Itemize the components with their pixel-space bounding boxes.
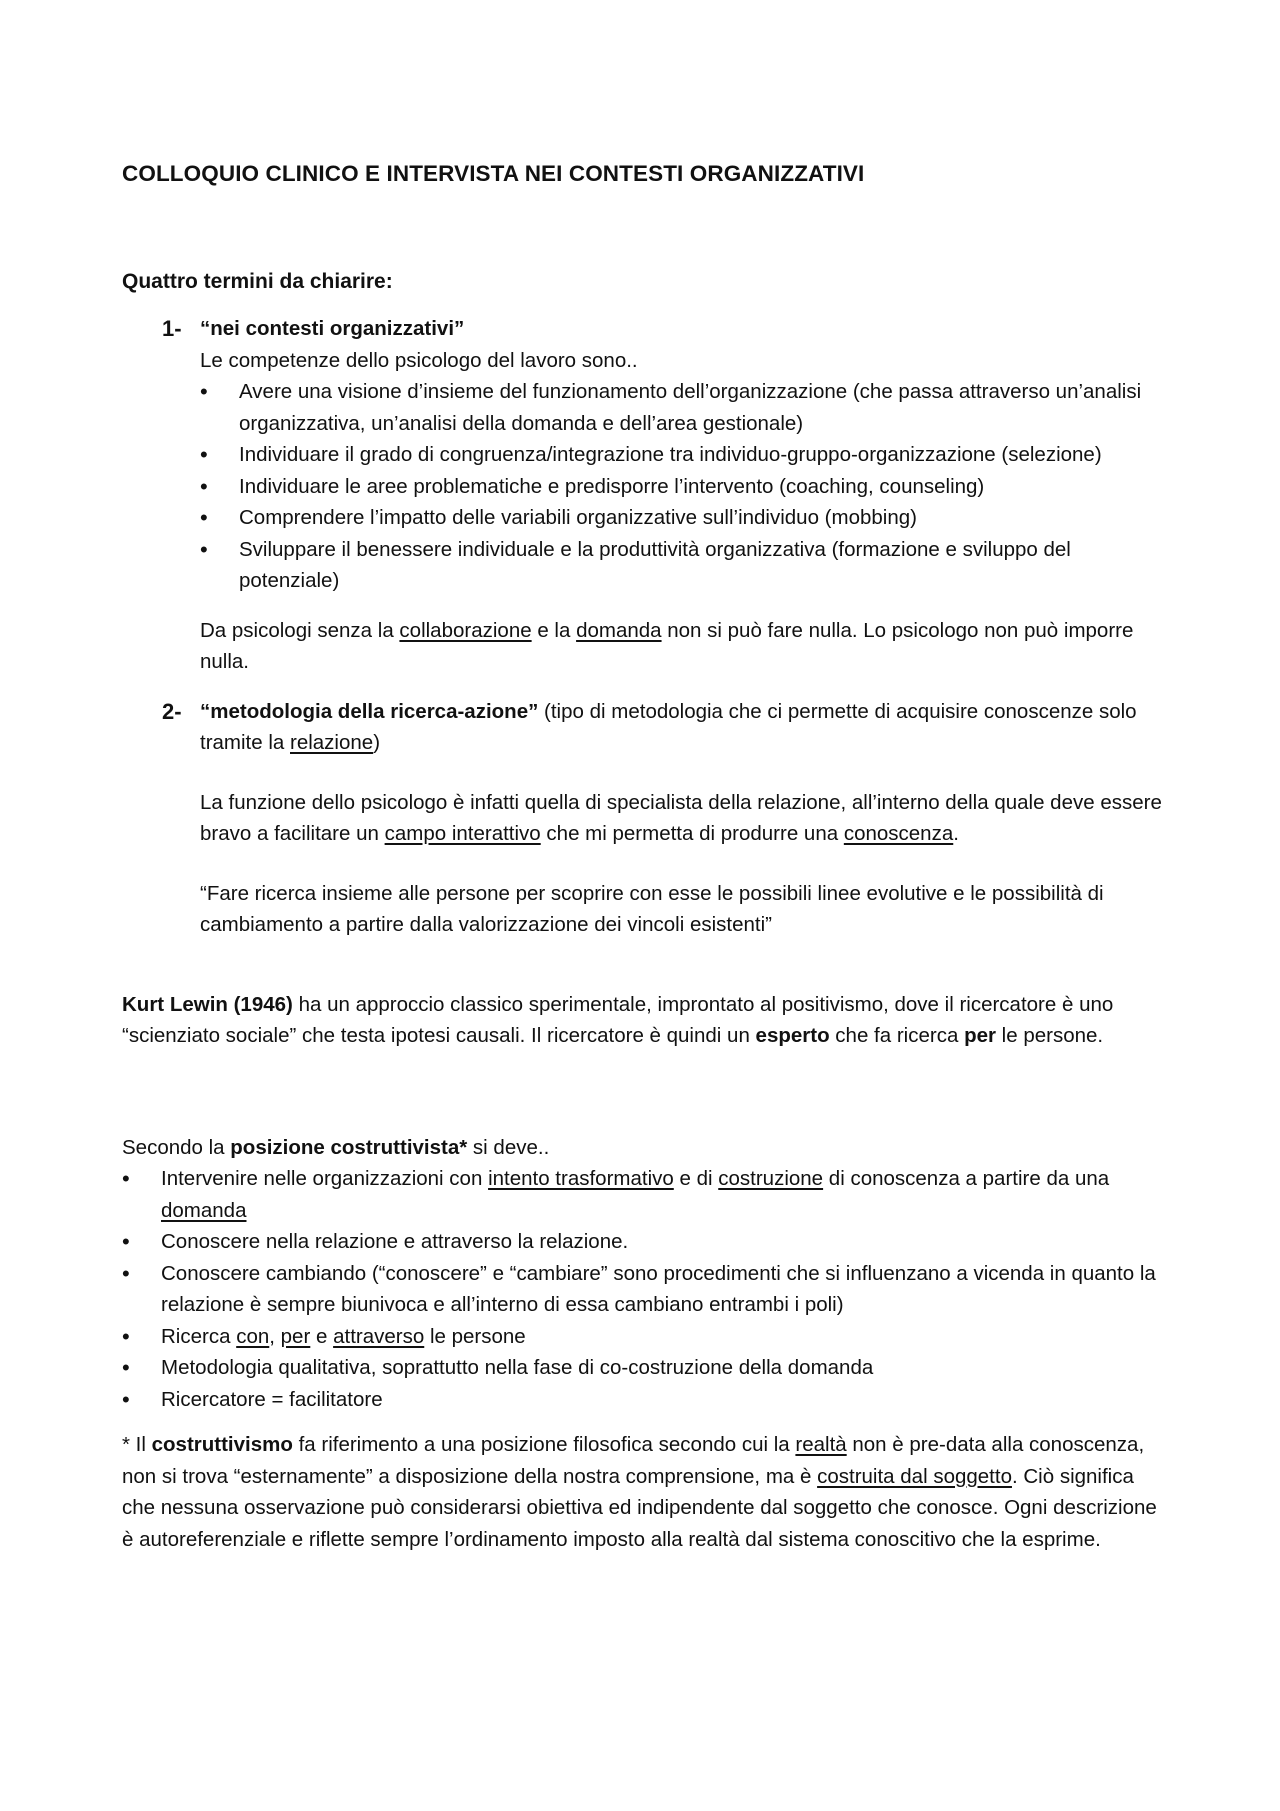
- list-item: • Conoscere nella relazione e attraverso la relazione.: [122, 1226, 1170, 1258]
- section-subtitle: Quattro termini da chiarire:: [122, 269, 393, 293]
- list-item: • Avere una visione d’insieme del funzionamento dell’organizzazione (che passa attraverso un’analisi organizzativa, un’analisi della domanda e dell’area gestionale): [200, 376, 1170, 439]
- list-item: • Intervenire nelle organizzazioni con intento trasformativo e di costruzione di conoscenza a partire da una domanda: [122, 1163, 1170, 1226]
- list-item: • Comprendere l’impatto delle variabili organizzative sull’individuo (mobbing): [200, 502, 1170, 534]
- item-intro: Le competenze dello psicologo del lavoro sono..: [200, 348, 638, 372]
- footnote: * Il costruttivismo fa riferimento a una posizione filosofica secondo cui la realtà non è pre-data alla conoscenza, non si trova “esternamente” a disposizione della nostra comprensione, ma è costruita dal soggetto. Ciò significa che nessuna osservazione può considerarsi obiettiva ed indipendente dal soggetto che conosce. Ogni descrizione è autoreferenziale e riflette sempre l’ordinamento imposto alla realtà dal sistema conoscitivo che la esprime.: [122, 1433, 1157, 1551]
- document-title: COLLOQUIO CLINICO E INTERVISTA NEI CONTESTI ORGANIZZATIVI: [122, 161, 865, 186]
- numbered-item-1: [122, 313, 1170, 678]
- constructivist-intro: Secondo la posizione costruttivista* si deve..: [122, 1135, 550, 1159]
- item-number: 1-: [162, 316, 182, 341]
- list-item: • Ricercatore = facilitatore: [122, 1384, 1170, 1416]
- competences-list: [200, 376, 1170, 597]
- item-heading-line: “metodologia della ricerca-azione” (tipo di metodologia che ci permette di acquisire conoscenze solo tramite la relazione): [200, 699, 1137, 754]
- list-item: • Individuare il grado di congruenza/integrazione tra individuo-gruppo-organizzazione (selezione): [200, 439, 1170, 471]
- list-item: • Metodologia qualitativa, soprattutto nella fase di co-costruzione della domanda: [122, 1352, 1170, 1384]
- item-note: Da psicologi senza la collaborazione e la domanda non si può fare nulla. Lo psicologo non può imporre nulla.: [200, 618, 1134, 673]
- list-item: • Individuare le aree problematiche e predisporre l’intervento (coaching, counseling): [200, 471, 1170, 503]
- item-number: 2-: [162, 698, 182, 724]
- list-item: • Conoscere cambiando (“conoscere” e “cambiare” sono procedimenti che si influenzano a vicenda in quanto la relazione è sempre biunivoca e all’interno di essa cambiano entrambi i poli): [122, 1258, 1170, 1321]
- list-item: • Sviluppare il benessere individuale e la produttività organizzativa (formazione e sviluppo del potenziale): [200, 534, 1170, 597]
- lewin-paragraph: Kurt Lewin (1946) ha un approccio classico sperimentale, improntato al positivismo, dove il ricercatore è uno “scienziato sociale” che testa ipotesi causali. Il ricercatore è quindi un esperto che fa ricerca per le persone.: [122, 992, 1114, 1047]
- numbered-item-2: [122, 696, 1170, 941]
- item-quote: “Fare ricerca insieme alle persone per scoprire con esse le possibili linee evolutive e le possibilità di cambiamento a partire dalla valorizzazione dei vincoli esistenti”: [200, 881, 1104, 936]
- item-paragraph: La funzione dello psicologo è infatti quella di specialista della relazione, all’interno della quale deve essere bravo a facilitare un campo interattivo che mi permetta di produrre una conoscenza.: [200, 790, 1162, 845]
- constructivist-list: [122, 1163, 1170, 1415]
- item-heading: “nei contesti organizzativi”: [200, 317, 465, 340]
- list-item: • Ricerca con, per e attraverso le persone: [122, 1321, 1170, 1353]
